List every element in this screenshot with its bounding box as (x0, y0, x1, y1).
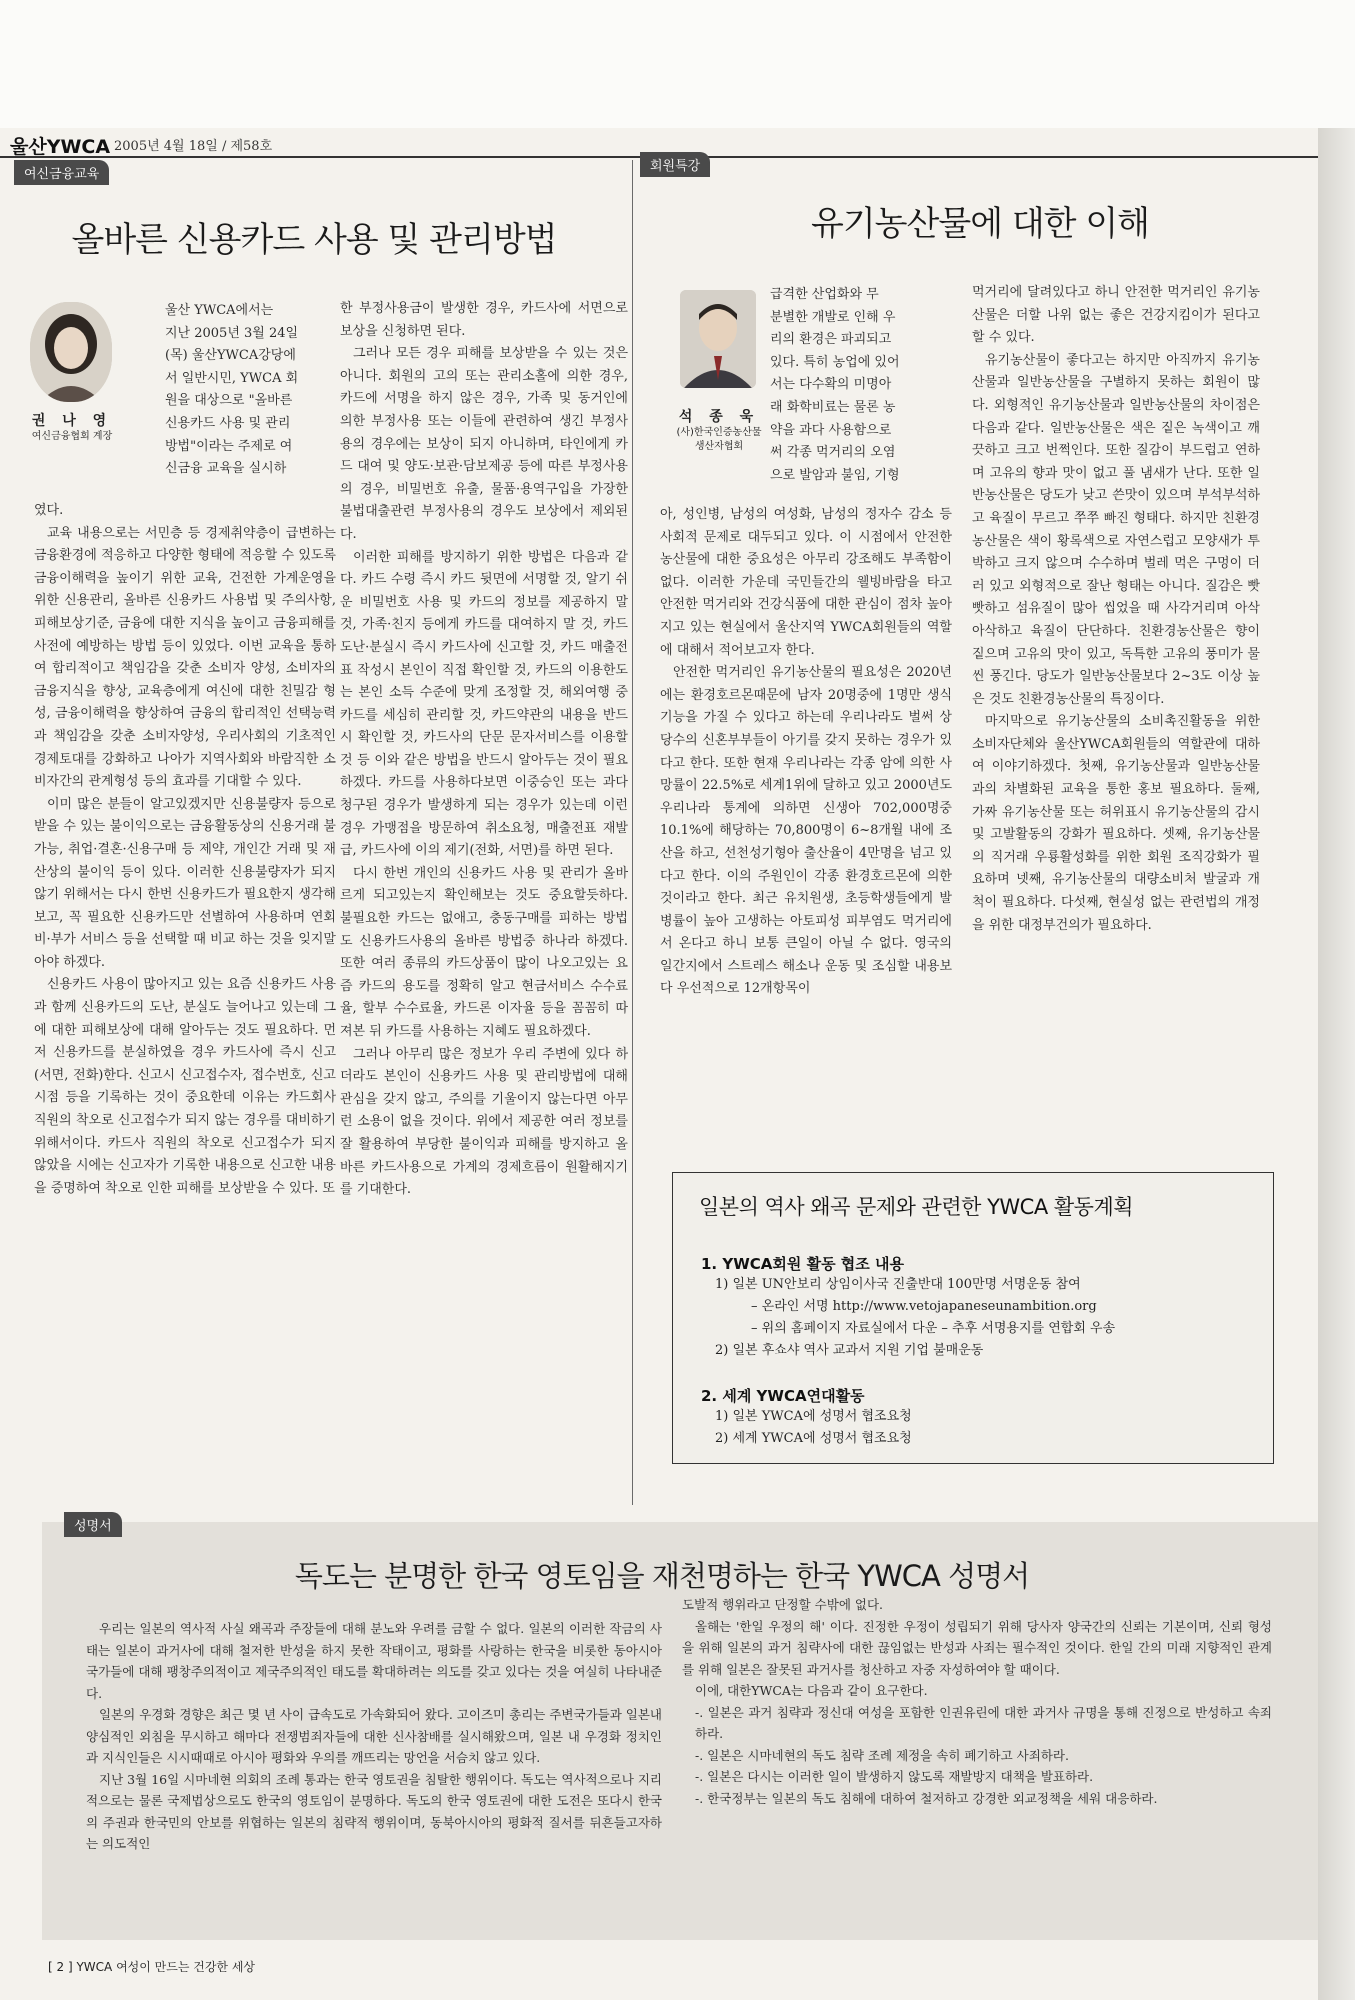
intro-line: 서는 다수확의 미명아 (770, 377, 892, 393)
statement-column-left (86, 1618, 662, 1855)
section-heading: 1. YWCA회원 활동 협조 내용 (701, 1255, 904, 1273)
paragraph: 이러한 피해를 방지하기 위한 방법은 다음과 같다. 카드 수령 즉시 카드 뒷면에 서명할 것, 알기 쉬운 비밀번호 사용 및 카드의 정보를 제공하지 말 것, 가족·친지 등에게 카드를 대여하지 말 것, 카드도난·분실시 즉시 카드사에 신고할 것, 카드 매출전표 작성시 본인이 직접 확인할 것, 카드의 이용한도는 본인 소득 수준에 맞게 조정할 것, 해외여행 중 카드를 세심히 관리할 것, 카드약관의 내용을 반드시 확인할 것, 카드사의 단문 문자서비스를 이용할 것 등 이와 같은 방법을 반드시 알아두는 것이 필요하겠다. 카드를 사용하다보면 이중승인 또는 과다청구된 경우가 발생하게 되는 경우가 있는데 이런 경우 가맹점을 방문하여 취소요청, 매출전표 재발급, 카드사에 이의 제기(전화, 서면)를 하면 된다. (340, 549, 628, 859)
author-org: 여신금융협회 계장 (31, 431, 113, 442)
paragraph: 마지막으로 유기농산물의 소비촉진활동을 위한 소비자단체와 울산YWCA회원들의 역할관에 대하여 이야기하겠다. 첫째, 유기농산물과 일반농산물과의 차별화된 교육을 통한 홍보 필요하다. 둘째, 가짜 유기농산물 또는 허위표시 유기농산물의 감시 및 고발활동의 강화가 필요하다. 셋째, 유기농산물의 직거래 우룡활성화를 위한 회원 조직강화가 필요하며 넷째, 유기농산물의 대량소비처 발굴과 개척이 필요하다. 다섯째, 현실성 없는 관련법의 개정을 위한 대정부건의가 필요하다. (972, 714, 1260, 933)
intro-line: 신용카드 사용 및 관리 (165, 415, 291, 431)
intro-line: 서 일반시민, YWCA 회 (165, 370, 299, 386)
paragraph: 신용카드 사용이 많아지고 있는 요즘 신용카드 사용과 함께 신용카드의 도난, 분실도 늘어나고 있는데 그에 대한 피해보상에 대해 알아두는 것도 필요하다. 먼저 신용카드를 분실하였을 경우 카드사에 즉시 신고(서면, 전화)한다. 신고시 신고접수자, 접수번호, 신고시점 등을 기록하는 것이 중요한데 이유는 카드회사 직원의 착오로 신고접수가 되지 않는 경우를 대비하기 위해서이다. 카드사 직원의 착오로 신고접수가 되지 않았을 시에는 신고자가 기록한 내용으로 신고한 내용을 증명하여 착오로 인한 피해를 보상받을 수 있다. 또 (34, 977, 336, 1196)
action-plan-box (672, 1172, 1274, 1464)
paragraph: 도발적 행위라고 단정할 수밖에 없다. (682, 1597, 883, 1612)
section-tag-statement: 성명서 (64, 1512, 122, 1537)
paragraph: 안전한 먹거리인 유기농산물의 필요성은 2020년에는 환경호르몬때문에 남자 20명중에 1명만 생식기능을 가질 수 있다고 하는데 우리나라도 벌써 상당수의 신혼부부들이 아기를 갖지 못하는 경우가 있다고 한다. 또한 현재 우리나라는 각종 암에 의한 사망률이 22.5%로 세계1위에 달하고 있고 2000년도 우리나라 통계에 의하면 신생아 702,000명중 10.1%에 해당하는 70,800명이 6~8개월 내에 조산을 하고, 선천성기형아 출산율이 4만명을 넘고 있다고 한다. 이의 주원인이 각종 환경호르몬에 의한 것이라고 한다. 최근 유치원생, 초등학생들에게 발병률이 높아 고생하는 아토피성 피부염도 먹거리에서 온다고 하니 보통 큰일이 아닐 수 없다. 영국의 일간지에서 스트레스 해소나 운동 및 조심할 내용보다 우선적으로 12개항목이 (660, 665, 952, 997)
paragraph: 한 부정사용금이 발생한 경우, 카드사에 서면으로 보상을 신청하면 된다. (340, 301, 628, 339)
action-plan-section-1 (701, 1253, 1115, 1362)
paragraph: 이미 많은 분들이 알고있겠지만 신용불량자 등으로 받을 수 있는 불이익으로는 금융활동상의 신용거래 불가능, 취업·결혼·신용구매 등 제약, 개인간 거래 및 재산상의 불이익 등이 있다. 이러한 신용불량자가 되지 않기 위해서는 다시 한번 신용카드가 필요한지 생각해보고, 꼭 필요한 신용카드만 선별하여 사용하며 연회비·부가 서비스 등을 선택할 때 비교 하는 것을 잊지말아야 하겠다. (34, 796, 336, 970)
column-divider (632, 160, 633, 1505)
intro-line: 신금융 교육을 실시하 (165, 461, 287, 477)
section-items (701, 1406, 912, 1450)
right-column-2 (972, 282, 1260, 937)
footer (48, 1958, 255, 1975)
list-item: 2) 세계 YWCA에 성명서 협조요청 (715, 1431, 912, 1446)
author-org: 생산자협회 (694, 441, 744, 452)
left-column-2 (340, 298, 628, 1202)
page-number: [ 2 ] (48, 1960, 73, 1974)
intro-line: 리의 환경은 파괴되고 (770, 332, 892, 348)
paragraph: 였다. (34, 503, 64, 518)
paragraph: 그러나 아무리 많은 정보가 우리 주변에 있다 하더라도 본인이 신용카드 사용 및 관리방법에 대해 관심을 갖지 않고, 주의를 기울이지 않는다면 아무런 소용이 없을 것이다. 위에서 제공한 여러 정보를 잘 활용하여 부당한 불이익과 피해를 방지하고 올바른 카드사용으로 가계의 경제흐름이 원활해지기를 기대한다. (340, 1046, 628, 1198)
author-caption-left (20, 410, 124, 444)
intro-line: 써 각종 먹거리의 오염 (770, 445, 896, 461)
scan-margin (0, 0, 1355, 128)
paragraph: 유기농산물이 좋다고는 하지만 아직까지 유기농산물과 일반농산물을 구별하지 못하는 회원이 많다. 외형적인 유기농산물과 일반농산물의 차이점은 다음과 같다. 일반농산물은 색은 짙은 녹색이고 깨끗하고 크고 번쩍인다. 또한 질감이 부드럽고 연하며 고유의 향과 맛이 없고 풀 냄새가 난다. 또한 일반농산물은 당도가 낮고 쓴맛이 있으며 부석부석하고 육질이 무르고 쭈쭈 빠진 형태다. 하지만 친환경농산물은 색이 황록색으로 자연스럽고 모양새가 투박하고 크지 않으며 수수하며 벌레 먹은 구멍이 더러 있고 외형적으로 잘난 형태는 아니다. 질감은 빳빳하고 섬유질이 많아 씹었을 때 사각거리며 아삭아삭하고 육질이 단단하다. 친환경농산물은 향이 짙으며 고유의 맛이 있고, 독특한 고유의 풍미가 물씬 풍긴다. 당도가 일반농산물보다 2~3도 이상 높은 것도 친환경농산물의 특징이다. (972, 352, 1260, 707)
intro-line: 으로 발암과 불임, 기형 (770, 467, 900, 483)
left-column-1 (34, 500, 336, 1200)
paragraph: 우리는 일본의 역사적 사실 왜곡과 주장들에 대해 분노와 우려를 금할 수 없다. 일본의 이러한 작금의 사태는 일본이 과거사에 대해 철저한 반성을 하지 못한 작태이고, 평화를 사랑하는 한국을 비롯한 동아시아 국가들에 대해 팽창주의적이고 제국주의적인 태도를 확대하려는 의도를 갖고 있다는 것을 여실히 나타내준다. (86, 1621, 662, 1701)
section-items (701, 1274, 1115, 1362)
paragraph: 이에, 대한YWCA는 다음과 같이 요구한다. (695, 1683, 928, 1698)
list-item: – 위의 홈페이지 자료실에서 다운 – 추후 서명용지를 연합회 우송 (751, 1321, 1116, 1336)
right-column-1 (660, 504, 952, 1001)
intro-line: (목) 울산YWCA강당에 (165, 348, 296, 364)
section-tag-finance: 여신금융교육 (14, 160, 109, 185)
paragraph: 아, 성인병, 남성의 여성화, 남성의 정자수 감소 등 사회적 문제로 대두되고 있다. 이 시점에서 안전한 농산물에 대한 중요성은 아무리 강조해도 부족함이 없다. 이러한 가운데 국민들간의 웰빙바람을 타고 안전한 먹거리와 건강식품에 대한 관심이 점차 높아지고 있는 현실에서 울산지역 YWCA회원들의 역할에 대해서 적어보고자 한다. (660, 507, 952, 658)
author-photo-right (680, 290, 756, 388)
intro-line: 있다. 특히 농업에 있어 (770, 354, 900, 370)
headline-credit-card: 올바른 신용카드 사용 및 관리방법 (71, 220, 557, 260)
page-edge (1318, 128, 1355, 2000)
section-tag-lecture: 회원특강 (640, 152, 710, 177)
intro-line: 방법"이라는 주제로 여 (165, 438, 293, 454)
intro-line: 약을 과다 사용함으로 (770, 422, 892, 438)
action-plan-section-2 (701, 1385, 912, 1450)
intro-line: 분별한 개발로 인해 우 (770, 309, 896, 325)
paragraph: 그러나 모든 경우 피해를 보상받을 수 있는 것은 아니다. 회원의 고의 또는 관리소홀에 의한 경우, 카드에 서명을 하지 않은 경우, 가족 및 동거인에 의한 부정사용 또는 이들에 관련하여 생긴 부정사용의 경우에는 보상이 되지 아니하며, 타인에게 카드 대여 및 양도·보관·담보제공 등에 따른 부정사용의 경우, 비밀번호 유출, 물품·용역구입을 가장한 불법대출관련 부정사용의 경우도 보상에서 제외된다. (340, 346, 628, 542)
demand-item: -. 일본은 과거 침략과 정신대 여성을 포함한 인권유린에 대한 과거사 규명을 통해 진정으로 반성하고 속죄하라. (695, 1704, 1272, 1741)
demand-item: -. 일본은 다시는 이러한 일이 발생하지 않도록 재발방지 대책을 발표하라. (695, 1769, 1094, 1784)
demand-item: -. 일본은 시마네현의 독도 침략 조례 제정을 속히 폐기하고 사죄하라. (695, 1747, 1069, 1763)
masthead-date: 2005년 4월 18일 / 제58호 (114, 139, 273, 154)
footer-slogan: YWCA 여성이 만드는 건강한 세상 (76, 1960, 256, 1974)
statement-column-right (682, 1594, 1272, 1809)
demand-item: -. 한국정부는 일본의 독도 침해에 대하여 철저하고 강경한 외교정책을 세워 대응하라. (695, 1790, 1158, 1806)
paragraph: 교육 내용으로는 서민층 등 경제취약층이 급변하는 금융환경에 적응하고 다양한 형태에 적응할 수 있도록 금융이해력을 높이기 위한 교육, 건전한 가계운영을 위한 신용관리, 올바른 신용카드 사용법 및 주의사항, 피해보상기준, 금융에 대한 지식을 높이고 금융피해를 사전에 예방하는 방법 등이 있었다. 이번 교육을 통하여 합리적이고 책임감을 갖춘 소비자 양성, 소비자의 금융지식을 향상, 교육층에게 여신에 대한 친밀감 형성, 금융이해력을 향상하여 금융의 합리적인 선택능력과 책임감을 갖춘 소비자양성, 우리사회의 기초적인 경제토대를 강화하고 나아가 지역사회와 바람직한 소비자간의 관계형성 등의 효과를 기대할 수 있다. (34, 525, 336, 790)
paragraph: 지난 3월 16일 시마네현 의회의 조례 통과는 한국 영토권을 침탈한 행위이다. 독도는 역사적으로나 지리적으로는 물론 국제법상으로도 한국의 영토임이 분명하다. 독도의 한국 영토권에 대한 도전은 또다시 한국의 주권과 한국민의 안보를 위협하는 일본의 침략적 행위이며, 동북아시아의 평화적 질서를 뒤흔들고자하는 의도적인 (86, 1771, 662, 1851)
intro-line: 급격한 산업화와 무 (770, 287, 879, 302)
section-heading: 2. 세계 YWCA연대활동 (701, 1387, 865, 1405)
author-org: (사)한국인증농산물 (676, 427, 762, 438)
paragraph: 다시 한번 개인의 신용카드 사용 및 관리가 올바르게 되고있는지 확인해보는 것도 중요할듯하다. 불필요한 카드는 없애고, 충동구매를 피하는 방법도 신용카드사용의 올바른 방법중 하나라 하겠다. 또한 여러 종류의 카드상품이 많이 나오고있는 요즘 카드의 용도를 정확히 알고 현금서비스 수수료율, 할부 수수료율, 카드론 이자율 등을 꼼꼼히 따져본 뒤 카드를 사용하는 지혜도 필요하겠다. (340, 865, 628, 1039)
list-item: – 온라인 서명 http://www.vetojapaneseunambition.org (751, 1299, 1097, 1314)
intro-line: 원을 대상으로 "올바른 (165, 393, 293, 409)
list-item: 2) 일본 후쇼샤 역사 교과서 지원 기업 불매운동 (715, 1343, 984, 1358)
author-name: 권 나 영 (31, 413, 113, 429)
headline-organic: 유기농산물에 대한 이해 (810, 204, 1150, 244)
action-plan-title: 일본의 역사 왜곡 문제와 관련한 YWCA 활동계획 (699, 1195, 1134, 1219)
intro-line: 울산 YWCA에서는 (165, 303, 274, 318)
list-item: 1) 일본 UN안보리 상임이사국 진출반대 100만명 서명운동 참여 (715, 1277, 1081, 1292)
masthead-title: 울산YWCA (10, 136, 111, 158)
paragraph: 일본의 우경화 경향은 최근 몇 년 사이 급속도로 가속화되어 왔다. 고이즈미 총리는 주변국가들과 일본내 양심적인 외침을 무시하고 해마다 전쟁범죄자들에 대한 신사참배를 실시해왔으며, 일본 내 우경화 정치인과 지식인들은 시시때때로 아시아 평화와 우의를 깨뜨리는 망언을 서슴치 않고 있다. (86, 1707, 662, 1765)
author-caption-right (664, 406, 774, 454)
list-item: 1) 일본 YWCA에 성명서 협조요청 (715, 1409, 912, 1424)
left-intro-lines (165, 300, 317, 481)
author-photo-left (30, 302, 112, 402)
intro-line: 지난 2005년 3월 24일 (165, 325, 299, 341)
paragraph: 올해는 '한일 우정의 해' 이다. 진정한 우정이 성립되기 위해 당사자 양국간의 신뢰는 기본이며, 신뢰 형성을 위해 일본의 과거 침략사에 대한 끊임없는 반성과 사죄는 필수적인 것이다. 한일 간의 미래 지향적인 관계를 위해 일본은 잘못된 과거사를 청산하고 자중 자성하여야 할 때이다. (682, 1618, 1272, 1677)
paragraph: 먹거리에 달려있다고 하니 안전한 먹거리인 유기농산물은 더할 나위 없는 좋은 건강지킴이가 된다고 할 수 있다. (972, 285, 1260, 346)
intro-line: 래 화학비료는 물론 농 (770, 399, 896, 415)
statement-panel (42, 1519, 1318, 1940)
author-name: 석 종 욱 (678, 409, 760, 425)
statement-headline: 독도는 분명한 한국 영토임을 재천명하는 한국 YWCA 성명서 (294, 1559, 1030, 1593)
right-intro-lines (770, 284, 932, 487)
